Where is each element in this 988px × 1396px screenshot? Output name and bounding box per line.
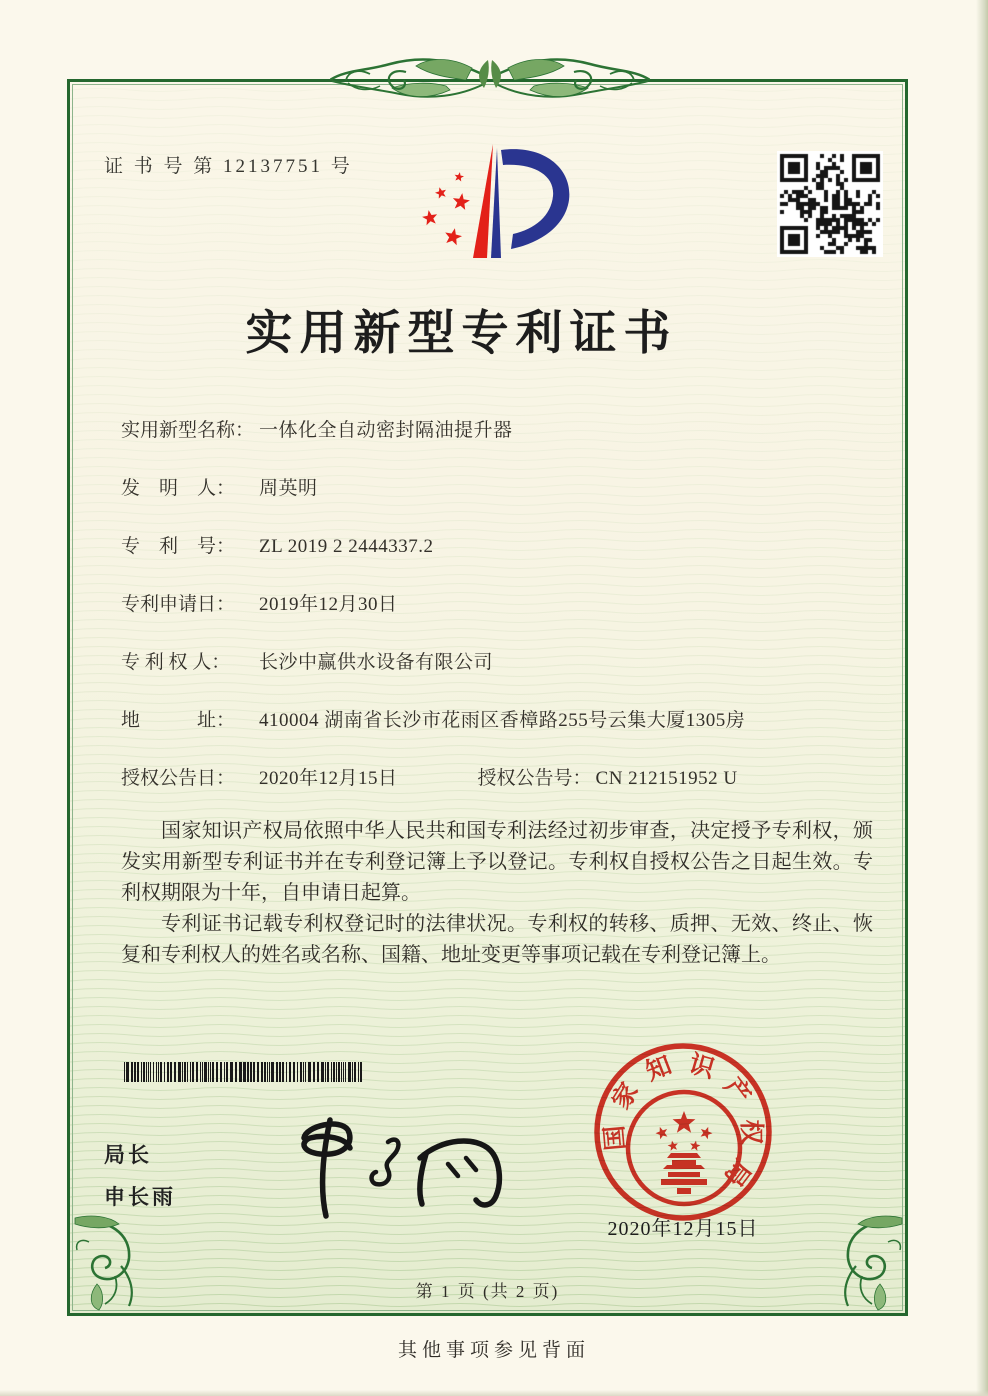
svg-text:识: 识: [685, 1050, 718, 1084]
seal-date: 2020年12月15日: [607, 1218, 759, 1240]
paper-bottom-edge: [0, 1390, 988, 1396]
svg-text:权: 权: [737, 1119, 764, 1145]
field-row: [121, 535, 891, 559]
field-value: 2020年12月15日: [259, 768, 398, 789]
svg-text:国: 国: [601, 1124, 631, 1152]
field-row: [121, 651, 891, 675]
field-label: 专 利 权 人：: [121, 652, 231, 673]
barcode-icon: [124, 1062, 368, 1082]
svg-text:局: 局: [718, 1154, 756, 1191]
legal-paragraph: 国家知识产权局依照中华人民共和国专利法经过初步审查，决定授予专利权，颁发实用新型专利证书并在专利登记簿上予以登记。专利权自授权公告之日起生效。专利权期限为十年，自申请日起算。: [121, 820, 873, 904]
field-label: 专利申请日：: [121, 594, 236, 615]
field-value: CN 212151952 U: [595, 768, 738, 789]
legal-paragraph: 专利证书记载专利权登记时的法律状况。专利权的转移、质押、无效、终止、恢复和专利权人的姓名或名称、国籍、地址变更等事项记载在专利登记簿上。: [121, 913, 873, 966]
paper-right-edge: [976, 0, 988, 1396]
field-label: 地 址：: [121, 710, 236, 731]
field-value: ZL 2019 2 2444337.2: [259, 536, 434, 557]
handwritten-signature: [262, 1098, 512, 1223]
svg-text:家: 家: [607, 1078, 644, 1114]
field-value: 长沙中赢供水设备有限公司: [259, 652, 494, 673]
national-emblem-icon: [628, 1092, 740, 1204]
cnipa-patent-logo-icon: [413, 130, 591, 282]
field-value: 周英明: [259, 478, 318, 499]
director-name: 申长雨: [104, 1186, 176, 1209]
field-value: 410004 湖南省长沙市花雨区香樟路255号云集大厦1305房: [259, 710, 746, 731]
back-side-note: 其他事项参见背面: [397, 1340, 590, 1361]
field-row: [121, 419, 891, 443]
svg-text:知: 知: [642, 1051, 676, 1087]
legal-text: [121, 816, 873, 971]
field-row: [121, 477, 891, 501]
director-role-label: 局长: [104, 1144, 152, 1167]
field-label: 实用新型名称：: [121, 420, 255, 441]
field-label: 专 利 号：: [121, 536, 236, 557]
field-value: 2019年12月30日: [259, 594, 398, 615]
field-label: 授权公告日：: [121, 768, 236, 789]
certificate-fields: [121, 419, 891, 825]
field-value: 一体化全自动密封隔油提升器: [259, 420, 513, 441]
qr-code-icon: [777, 151, 883, 257]
field-row: [121, 593, 891, 617]
page-number: 第 1 页 (共 2 页): [415, 1282, 560, 1301]
top-flourish-ornament-icon: [330, 50, 650, 110]
svg-text:产: 产: [718, 1073, 756, 1110]
certificate-title: 实用新型专利证书: [245, 308, 678, 360]
official-red-seal: [573, 1022, 795, 1244]
field-label: 授权公告号：: [477, 768, 592, 789]
field-row: [121, 767, 891, 791]
certificate-number: 证 书 号 第 12137751 号: [104, 156, 353, 177]
field-row: [121, 709, 891, 733]
field-label: 发 明 人：: [121, 478, 236, 499]
